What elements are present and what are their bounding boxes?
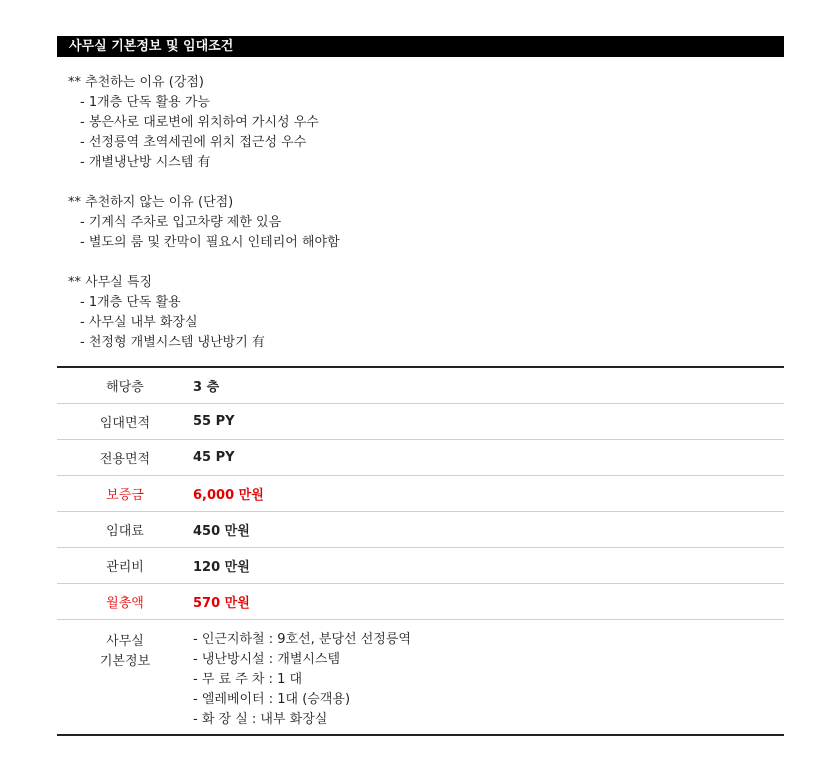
row-value: 6,000 만원 (193, 488, 264, 503)
features-group (68, 273, 768, 353)
info-item-parking: - 무 료 주 차 : 1 대 (193, 672, 303, 687)
strengths-group (68, 73, 768, 173)
table-row-exclusive-area (57, 440, 784, 476)
label-line: 기본정보 (99, 654, 151, 669)
row-label: 임대료 (106, 524, 144, 539)
row-value: 55 PY (193, 414, 235, 429)
row-value: 45 PY (193, 450, 235, 465)
table-row-rent (57, 512, 784, 548)
row-label: 보증금 (106, 488, 144, 503)
list-item: - 1개층 단독 활용 가능 (80, 95, 210, 110)
weaknesses-group (68, 193, 768, 253)
office-info-list (193, 620, 784, 730)
info-item-subway: - 인근지하철 : 9호선, 분당선 선정릉역 (193, 632, 411, 647)
table-row-deposit (57, 476, 784, 512)
row-value: 450 만원 (193, 524, 250, 539)
group-title: ** 추천하는 이유 (강점) (68, 75, 205, 90)
list-item: - 개별냉난방 시스템 有 (80, 155, 211, 170)
list-item: - 1개층 단독 활용 (80, 295, 181, 310)
table-row-maintenance (57, 548, 784, 584)
row-label: 해당층 (106, 380, 144, 395)
info-item-restroom: - 화 장 실 : 내부 화장실 (193, 712, 328, 727)
label-line: 사무실 (106, 634, 144, 649)
table-row-monthly-total (57, 584, 784, 620)
list-item: - 선정릉역 초역세권에 위치 접근성 우수 (80, 135, 307, 150)
row-value: 3 층 (193, 380, 220, 395)
row-label (57, 620, 193, 672)
table-row-floor (57, 368, 784, 404)
group-title: ** 사무실 특징 (68, 275, 153, 290)
row-label: 전용면적 (99, 452, 151, 467)
group-title: ** 추천하지 않는 이유 (단점) (68, 195, 234, 210)
list-item: - 사무실 내부 화장실 (80, 315, 198, 330)
section-header: 사무실 기본정보 및 임대조건 (57, 36, 784, 57)
list-item: - 봉은사로 대로변에 위치하여 가시성 우수 (80, 115, 319, 130)
lease-terms-table (57, 366, 784, 736)
info-item-elevator: - 엘레베이터 : 1대 (승객용) (193, 692, 351, 707)
table-row-office-info (57, 620, 784, 734)
row-value: 120 만원 (193, 560, 250, 575)
list-item: - 천정형 개별시스템 냉난방기 有 (80, 335, 265, 350)
row-value: 570 만원 (193, 596, 250, 611)
list-item: - 기계식 주차로 입고차량 제한 있음 (80, 215, 282, 230)
list-item: - 별도의 룸 및 칸막이 필요시 인테리어 해야함 (80, 235, 340, 250)
info-item-hvac: - 냉난방시설 : 개별시스템 (193, 652, 341, 667)
row-label: 임대면적 (99, 416, 151, 431)
table-row-lease-area (57, 404, 784, 440)
row-label: 관리비 (106, 560, 144, 575)
notes-section (68, 73, 768, 373)
row-label: 월총액 (106, 596, 144, 611)
